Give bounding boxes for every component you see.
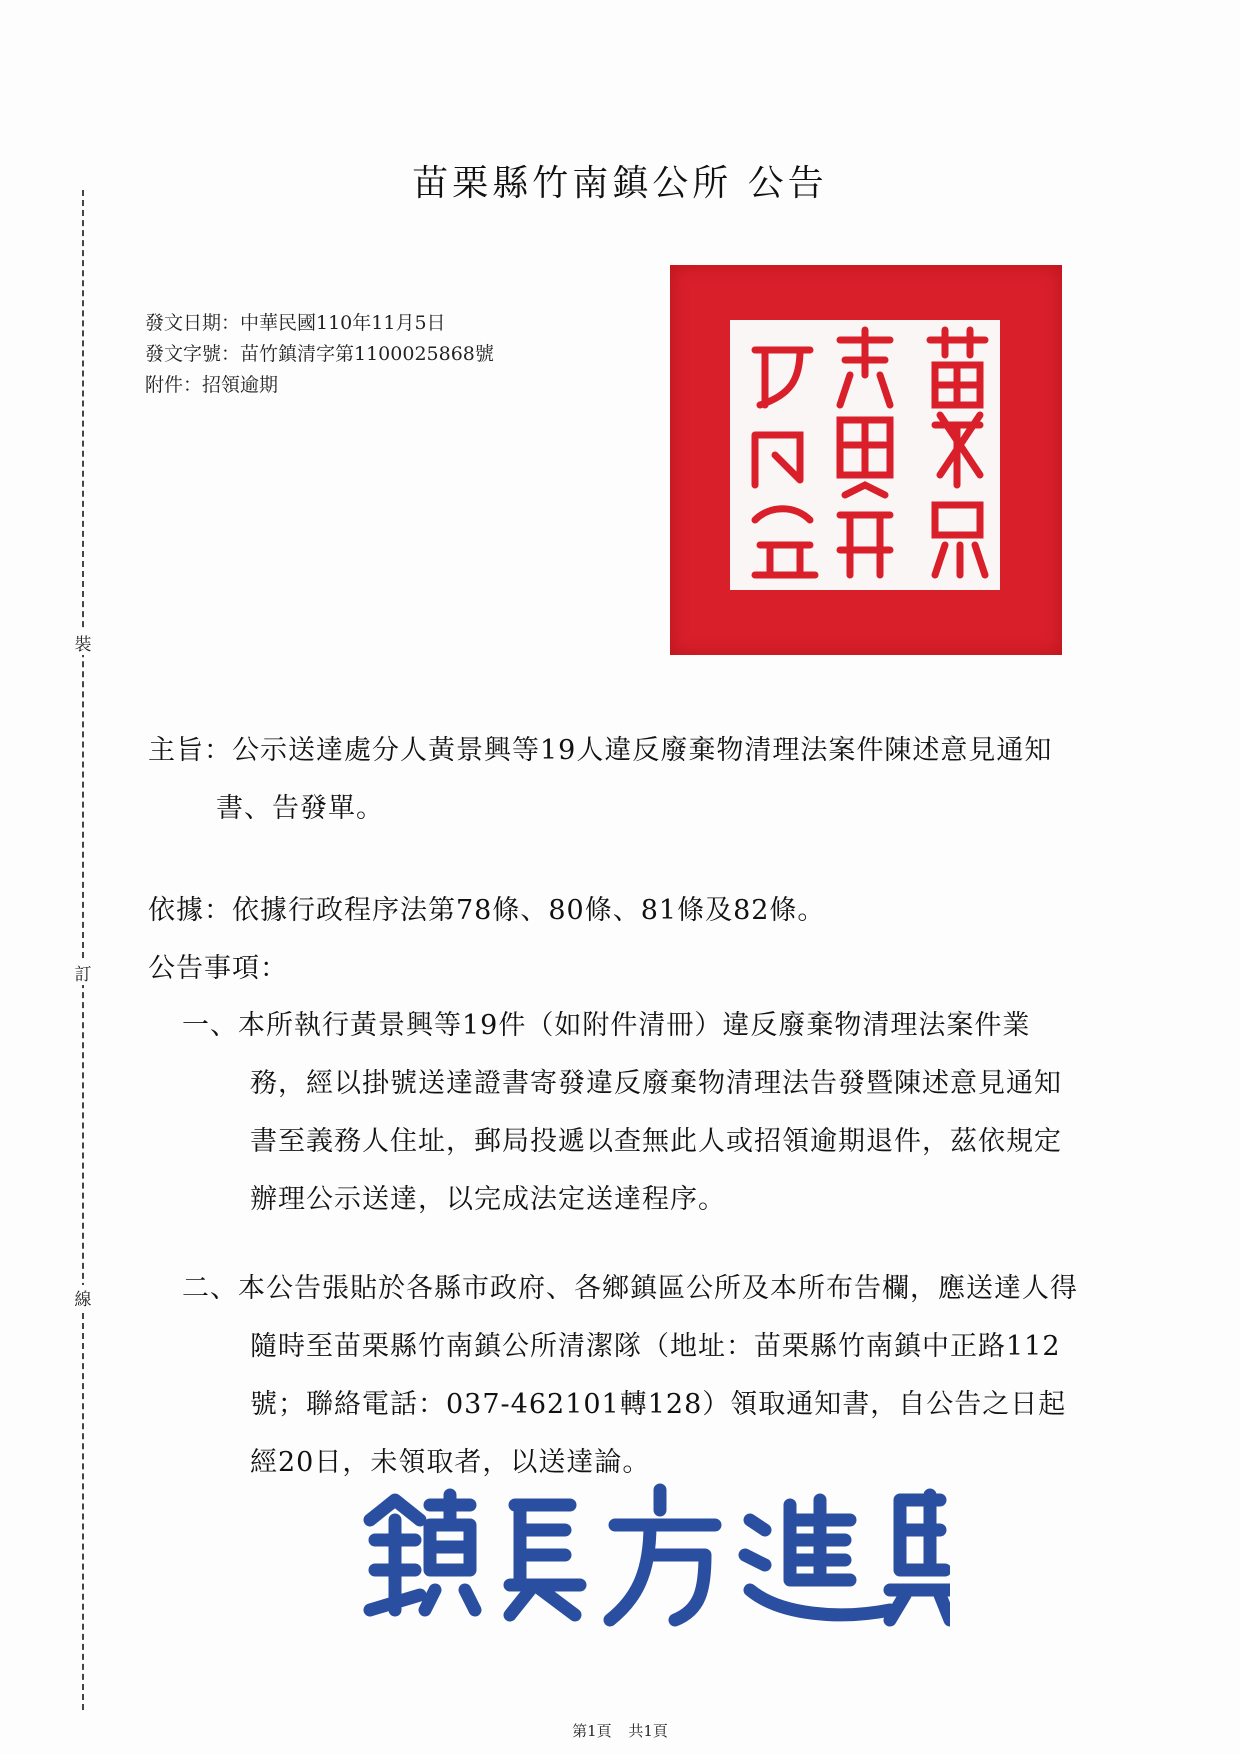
basis-paragraph xyxy=(148,882,1098,940)
item-text: 本所執行黃景興等19件（如附件清冊）違反廢棄物清理法案件業務，經以掛號送達證書寄發違反廢棄物清理法告發暨陳述意見通知書至義務人住址，郵局投遞以查無此人或招領逾期退件，茲依規定辦理公示送達，以完成法定送達程序。 xyxy=(238,1010,1062,1215)
document-meta xyxy=(145,308,494,401)
signature-glyphs-icon xyxy=(350,1480,950,1630)
item-marker: 一、 xyxy=(182,1010,238,1041)
document-title: 苗栗縣竹南鎮公所 公告 xyxy=(412,163,828,204)
subject-label: 主旨： xyxy=(148,735,232,766)
issue-date: 發文日期：中華民國110年11月5日 xyxy=(145,312,446,334)
item-text: 本公告張貼於各縣市政府、各鄉鎮區公所及本所布告欄，應送達人得隨時至苗栗縣竹南鎮公所清潔隊（地址：苗栗縣竹南鎮中正路112號；聯絡電話：037-462101轉128）領取通知書，自公告之日起經20日，未領取者，以送達論。 xyxy=(238,1273,1078,1478)
binding-char-zhuang: 裝 xyxy=(72,630,94,655)
binding-line xyxy=(82,190,84,1710)
document-number: 發文字號：苗竹鎮清字第1100025868號 xyxy=(145,343,494,365)
attachment: 附件：招領逾期 xyxy=(145,374,279,396)
page-footer: 第1頁 共1頁 xyxy=(572,1722,668,1740)
binding-char-ding: 訂 xyxy=(72,960,94,985)
announcement-item-2 xyxy=(182,1260,1082,1492)
item-marker: 二、 xyxy=(182,1273,238,1304)
subject-text: 公示送達處分人黃景興等19人違反廢棄物清理法案件陳述意見通知書、告發單。 xyxy=(216,735,1053,824)
official-seal xyxy=(670,265,1062,655)
basis-text: 依據行政程序法第78條、80條、81條及82條。 xyxy=(232,895,826,926)
mayor-signature-stamp xyxy=(350,1480,950,1630)
announcement-item-1 xyxy=(182,997,1082,1229)
seal-glyphs-icon xyxy=(730,320,1000,590)
subject-paragraph xyxy=(148,722,1098,838)
items-heading: 公告事項： xyxy=(148,953,288,984)
binding-char-xian: 線 xyxy=(72,1285,94,1310)
basis-label: 依據： xyxy=(148,895,232,926)
